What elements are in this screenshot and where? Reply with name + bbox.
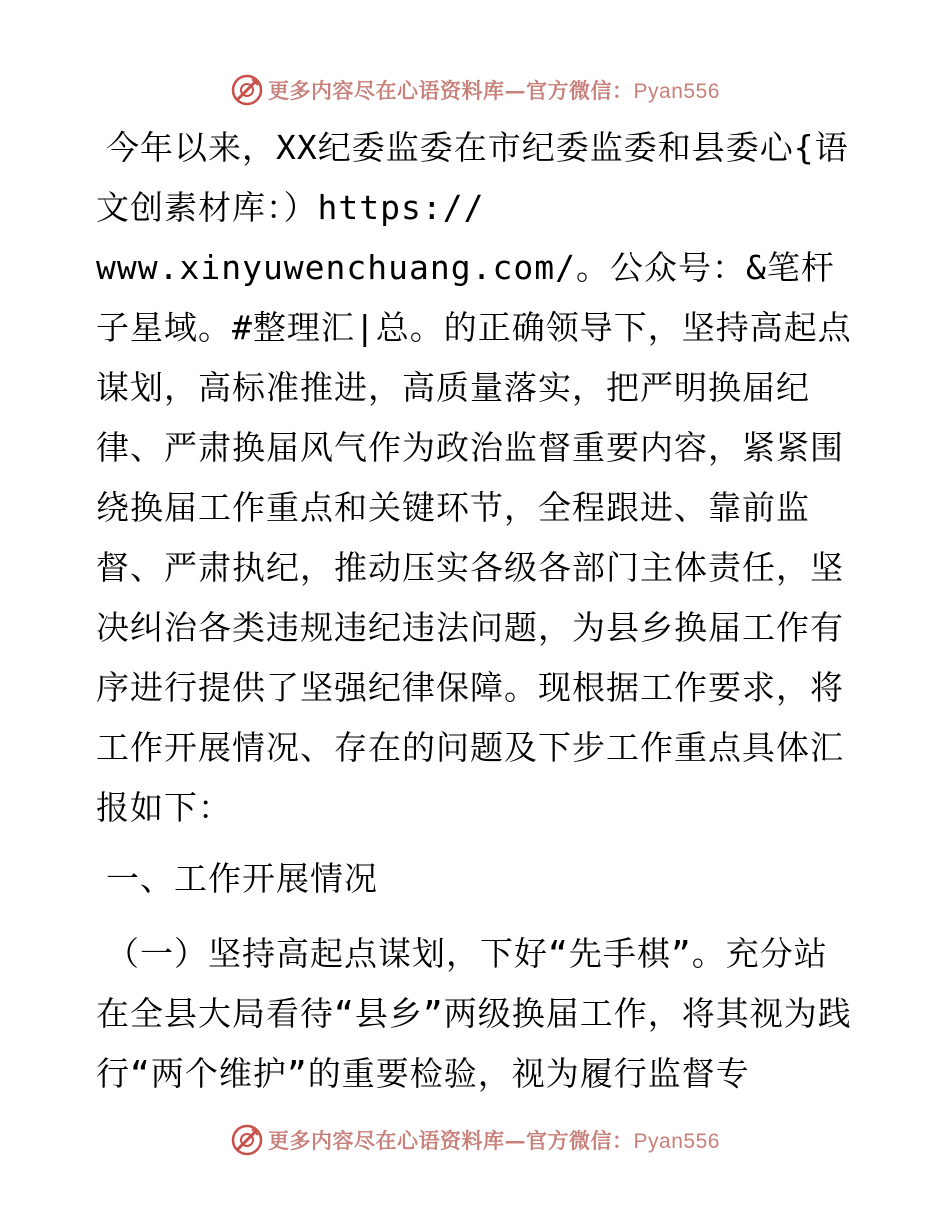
document-body — [96, 118, 852, 1104]
paragraph-1 — [96, 118, 852, 838]
paragraph-2: （一）坚持高起点谋划，下好“先手棋”。充分站在全县大局看待“县乡”两级换届工作，将其视为践行“两个维护”的重要检验，视为履行监督专 — [96, 934, 852, 1093]
paragraph-1-line-1: 今年以来，XX纪委监委在市纪委监委和县委心{语文创素材库：）https:// — [96, 128, 849, 227]
paragraph-1-line-2: www.xinyuwenchuang.com/。公众号：&笔杆子星域。#整理汇|总。的正确领导下，坚持高起点谋划，高标准推进，高质量落实，把严明换届纪律、严肃换届风气作为政治监督重要内容，紧紧围绕换届工作重点和关键环节，全程跟进、靠前监督、严肃执纪，推动压实各级各部门主体责任，坚决纠治各类违规违纪违法问题，为县乡换届工作有序进行提供了坚强纪律保障。现根据工作要求，将工作开展情况、存在的问题及下步工作重点具体汇报如下： — [96, 248, 852, 827]
watermark-text: 更多内容尽在心语资料库—官方微信：Pyan556 — [268, 1128, 720, 1153]
watermark-wechat-id: Pyan556 — [633, 80, 720, 103]
logo-icon — [230, 73, 264, 107]
section-heading-1: 一、工作开展情况 — [106, 859, 378, 898]
watermark-footer — [0, 1120, 950, 1160]
logo-icon — [230, 1123, 264, 1157]
watermark-text: 更多内容尽在心语资料库—官方微信：Pyan556 — [268, 78, 720, 103]
watermark-wechat-id: Pyan556 — [633, 1130, 720, 1153]
watermark-header — [0, 70, 950, 110]
